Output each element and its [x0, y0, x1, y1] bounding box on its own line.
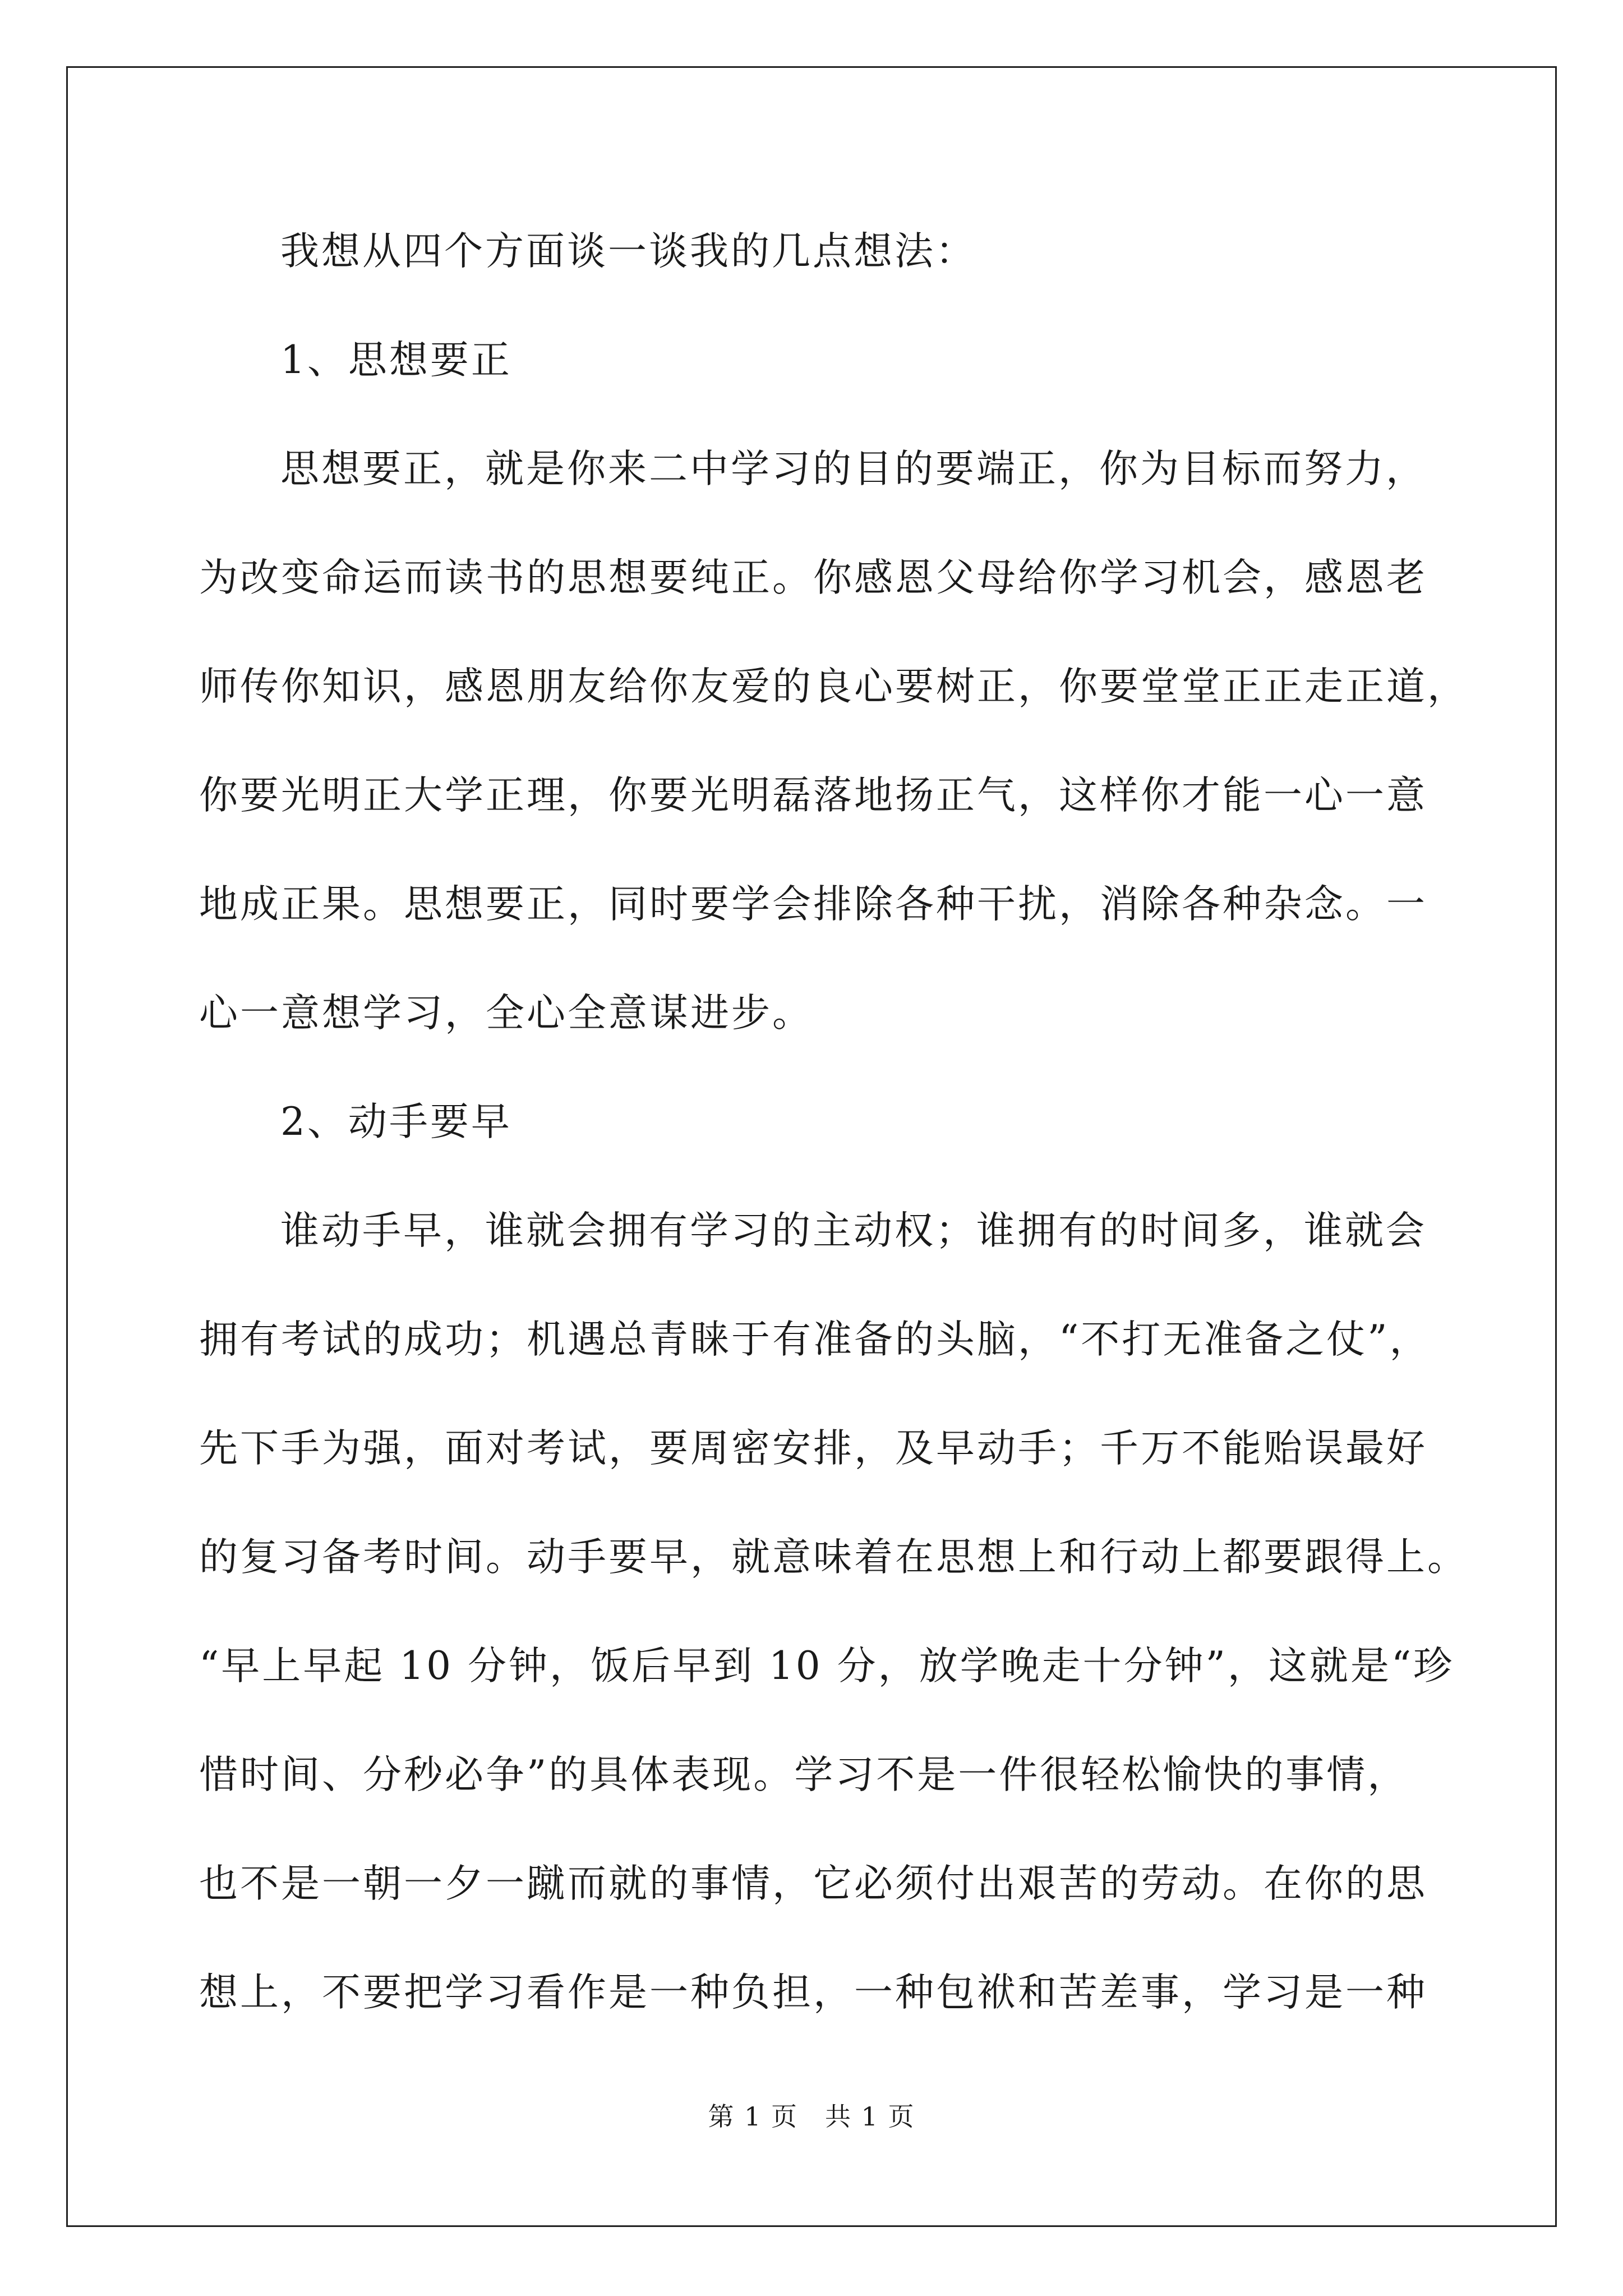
section-heading-1: 1、思想要正 — [280, 338, 512, 383]
paragraph-1-line: 师传你知识，感恩朋友给你友爱的良心要树正，你要堂堂正正走正道， — [199, 664, 1468, 709]
paragraph-2-line: 想上，不要把学习看作是一种负担，一种包袱和苦差事，学习是一种 — [199, 1970, 1427, 2015]
paragraph-1-line: 地成正果。思想要正，同时要学会排除各种干扰，消除各种杂念。一 — [199, 882, 1427, 927]
intro-line: 我想从四个方面谈一谈我的几点想法： — [280, 229, 976, 274]
paragraph-2-line: 也不是一朝一夕一蹴而就的事情，它必须付出艰苦的劳动。在你的思 — [199, 1861, 1427, 1906]
section-heading-2: 2、动手要早 — [280, 1099, 512, 1144]
paragraph-2-line: 谁动手早，谁就会拥有学习的主动权；谁拥有的时间多，谁就会 — [280, 1208, 1427, 1253]
page-number-footer: 第 1 页 共 1 页 — [708, 2101, 915, 2132]
paragraph-1-line: 思想要正，就是你来二中学习的目的要端正，你为目标而努力， — [280, 447, 1427, 491]
paragraph-1-line: 心一意想学习，全心全意谋进步。 — [199, 991, 813, 1036]
paragraph-2-line: 先下手为强，面对考试，要周密安排，及早动手；千万不能贻误最好 — [199, 1426, 1427, 1471]
paragraph-1-line: 为改变命运而读书的思想要纯正。你感恩父母给你学习机会，感恩老 — [199, 555, 1427, 600]
paragraph-2-line: 的复习备考时间。动手要早，就意味着在思想上和行动上都要跟得上。 — [199, 1535, 1468, 1580]
paragraph-2-line: 惜时间、分秒必争”的具体表现。学习不是一件很轻松愉快的事情， — [199, 1752, 1409, 1797]
paragraph-1-line: 你要光明正大学正理，你要光明磊落地扬正气，这样你才能一心一意 — [199, 773, 1427, 818]
paragraph-2-line: “早上早起 10 分钟，饭后早到 10 分，放学晚走十分钟”，这就是“珍 — [199, 1644, 1455, 1688]
paragraph-2-line: 拥有考试的成功；机遇总青睐于有准备的头脑，“不打无准备之仗”， — [199, 1317, 1431, 1362]
